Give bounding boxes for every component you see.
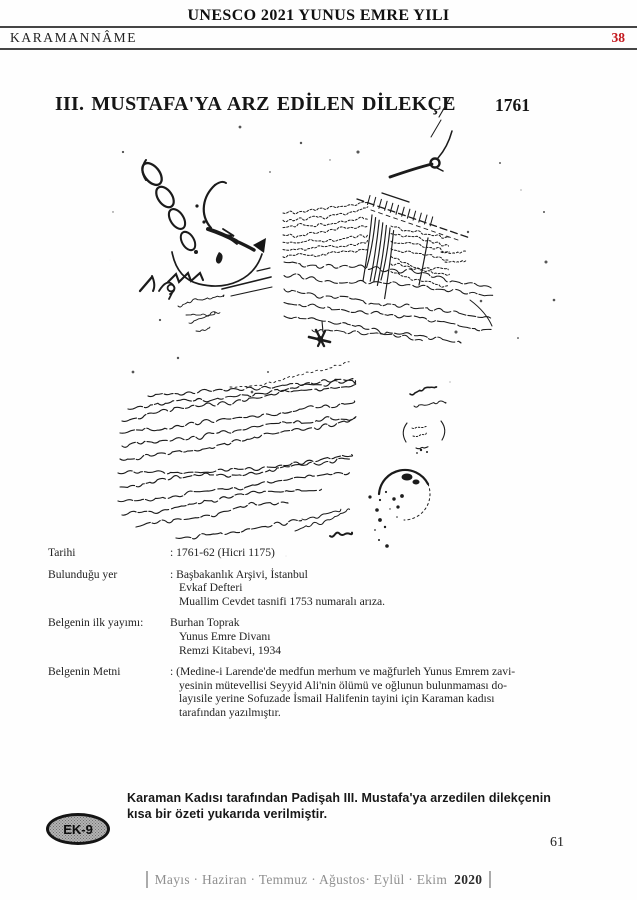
upper-petition-text-block	[283, 193, 493, 356]
seal-stamp-icon	[369, 470, 430, 547]
meta-row-ilk-yayimi	[48, 616, 588, 657]
meta-label: Tarihi	[48, 546, 76, 559]
article-title: III. MUSTAFA'YA ARZ EDİLEN DİLEKÇE	[55, 93, 456, 115]
appendix-caption	[127, 791, 577, 822]
meta-value: Burhan Toprak Yunus Emre Divanı Remzi Kitabevi, 1934	[170, 616, 282, 657]
article-year: 1761	[495, 95, 530, 115]
meta-value: : (Medine-i Larende'de medfun merhum ve mağfurleh Yunus Emrem zavi- yesinin mütevellisi Seyyid Ali'nin ölümü ve oğlunun bulunmaması do- layısile yerine Sofuzade İsmail Halifenin tayini için Karaman kadısı tarafından yazılmıştır.	[170, 665, 516, 719]
header-banner: UNESCO 2021 YUNUS EMRE YILI	[187, 7, 450, 24]
page-number-top: 38	[611, 30, 625, 45]
footer-left-bar	[146, 871, 148, 888]
meta-row-bulundugu-yer	[48, 568, 588, 609]
journal-title: KARAMANNÂME	[10, 30, 138, 45]
footer-months: Mayıs · Haziran · Temmuz · Ağustos· Eylül · Ekim	[154, 871, 448, 887]
footer-year: 2020	[454, 871, 483, 887]
document-metadata	[48, 546, 588, 728]
issue-footer	[0, 871, 637, 888]
page-number-bottom: 61	[550, 835, 564, 850]
lower-petition-text-block	[117, 362, 356, 540]
meta-label: Belgenin Metni	[48, 665, 121, 679]
footer-right-bar	[489, 871, 491, 888]
meta-label: Belgenin ilk yayımı:	[48, 616, 144, 630]
meta-row-belgenin-metni	[48, 665, 588, 719]
meta-label: Bulunduğu yer	[48, 567, 118, 581]
appendix-badge: EK-9	[46, 813, 110, 845]
header-rule-top	[0, 26, 637, 28]
invocation-calligraphy-icon	[390, 131, 452, 177]
meta-value: : Başbakanlık Arşivi, İstanbul Evkaf Defteri Muallim Cevdet tasnifi 1753 numaralı arıza.	[170, 567, 386, 608]
meta-value: : 1761-62 (Hicri 1175)	[170, 546, 275, 559]
meta-row-tarihi	[48, 546, 588, 560]
header-rule-bottom	[0, 48, 637, 50]
caption-line: Karaman Kadısı tarafından Padişah III. Mustafa'ya arzedilen dilekçenin	[127, 791, 551, 805]
margin-annotations	[403, 386, 446, 454]
tughra-flourish-icon	[138, 160, 272, 332]
scan-speckles	[110, 98, 555, 556]
caption-line: kısa bir özeti yukarıda verilmiştir.	[127, 806, 328, 821]
